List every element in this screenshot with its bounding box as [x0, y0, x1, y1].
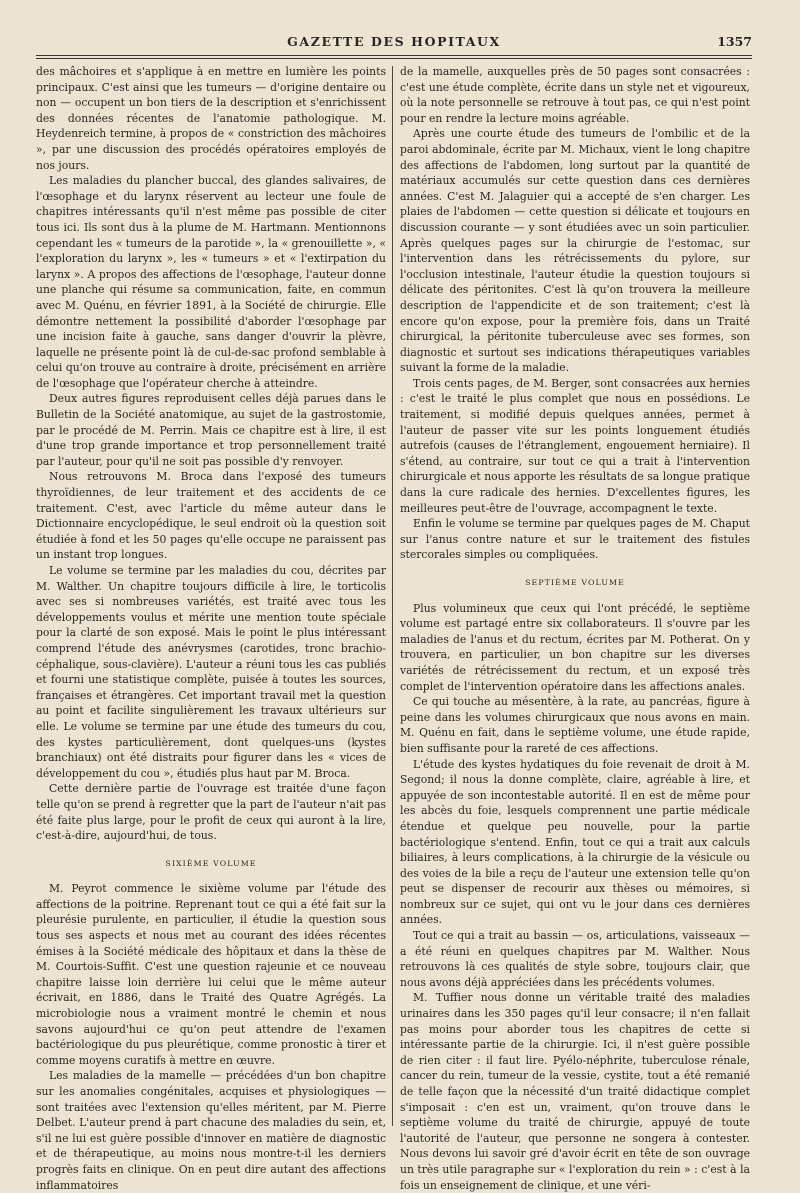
running-title: GAZETTE DES HOPITAUX [287, 34, 501, 49]
header-rule-bottom [36, 58, 752, 59]
left-column [36, 64, 386, 1192]
section-heading: SIXIÈME VOLUME [165, 858, 257, 868]
paragraph: L'étude des kystes hydatiques du foie revenait de droit à M. Segond; il nous la donne complète, claire, agréable à lire, et appuyée de son incontestable autorité. Il en est de même pour les abcès du foie, lesquels comprennent une partie médicale étendue et quelque peu nouvelle, pour la partie bactériologique s'entend. Enfin, tout ce qui a trait aux calculs biliaires, à leurs complications, à la chirurgie de la vésicule ou des voies de la bile a reçu de l'auteur une extension telle qu'on peut se dispenser de recourir aux thèses ou mémoires, si nombreux sur ce sujet, qui ont vu le jour dans ces dernières années. [400, 757, 750, 927]
paragraph: Les maladies de la mamelle — précédées d'un bon chapitre sur les anomalies congénitales, acquises et physiologiques — sont traitées avec l'extension qu'elles méritent, par M. Pierre Delbet. L'auteur prend à part chacune des maladies du sein, et, s'il ne lui est guère possible d'innover en matière de diagnostic et de thérapeutique, au moins nous montre-t-il les derniers progrès faits en clinique. On en peut dire autant des affections inflammatoires [36, 1069, 386, 1192]
header-rule-top [36, 55, 752, 56]
paragraph: Ce qui touche au mésentère, à la rate, au pancréas, figure à peine dans les volumes chirurgicaux que nous avons en main. M. Quénu en fait, dans le septième volume, une étude rapide, bien suffisante pour la rareté de ces affections. [400, 695, 750, 755]
paragraph: Nous retrouvons M. Broca dans l'exposé des tumeurs thyroïdiennes, de leur traitement et des accidents de ce traitement. C'est, avec l'article du même auteur dans le Dictionnaire encyclopédique, le seul endroit où la question soit étudiée à fond et les 50 pages qu'elle occupe ne paraissent pas un instant trop longues. [36, 470, 386, 562]
paragraph: Le volume se termine par les maladies du cou, décrites par M. Walther. Un chapitre toujours difficile à lire, le torticolis avec ses si nombreuses variétés, est traité avec tous les développements voulus et mérite une mention toute spéciale pour la clarté de son exposé. Mais le point le plus intéressant comprend l'étude des anévrysmes (carotides, tronc brachio-céphalique, sous-clavière). L'auteur a réuni tous les cas publiés et fourni une statistique complète, puisée à toutes les sources, françaises et étrangères. Cet important travail met la question au point et facilite singulièrement les travaux ultérieurs sur elle. Le volume se termine par une étude des tumeurs du cou, des kystes particulièrement, dont quelques-uns (kystes branchiaux) ont été distraits pour figurer dans les « vices de développement du cou », étudiés plus haut par M. Broca. [36, 564, 386, 780]
column-divider [392, 66, 393, 1126]
paragraph: Cette dernière partie de l'ouvrage est traitée d'une façon telle qu'on se prend à regretter que la part de l'auteur n'ait pas été faite plus large, pour le profit de ceux qui auront à la lire, c'est-à-dire, aujourd'hui, de tous. [36, 782, 386, 843]
paragraph: M. Peyrot commence le sixième volume par l'étude des affections de la poitrine. Reprenant tout ce qui a été fait sur la pleurésie purulente, en particulier, il étudie la question sous tous ses aspects et nous met au courant des idées récentes émises à la Société médicale des hôpitaux et dans la thèse de M. Courtois-Suffit. C'est une question rajeunie et ce nouveau chapitre laisse loin derrière lui celui que le même auteur écrivait, en 1886, dans le Traité des Quatre Agrégés. La microbiologie nous a vraiment montré le chemin et nous savons aujourd'hui ce qu'on peut attendre de l'examen bactériologique du pus pleurétique, comme pronostic à tirer et comme moyens curatifs à mettre en œuvre. [36, 882, 386, 1067]
paragraph: Tout ce qui a trait au bassin — os, articulations, vaisseaux — a été réuni en quelques chapitres par M. Walther. Nous retrouvons là ces qualités de style sobre, toujours clair, que nous avons déjà appréciées dans les précédents volumes. [400, 929, 750, 989]
page-number: 1357 [717, 34, 752, 49]
paragraph: M. Tuffier nous donne un véritable traité des maladies urinaires dans les 350 pages qu'il leur consacre; il n'en fallait pas moins pour aborder tous les chapitres de cette si intéressante partie de la chirurgie. Ici, il n'est guère possible de rien citer : il faut lire. Pyélo-néphrite, tuberculose rénale, cancer du rein, tumeur de la vessie, cystite, tout a été remanié de telle façon que la nécessité d'un traité didactique complet s'imposait : c'en est un, vraiment, qu'on trouve dans le septième volume du traité de chirurgie, appuyé de toute l'autorité de l'auteur, que personne ne songera à contester. Nous devons lui savoir gré d'avoir écrit en tête de son ouvrage un très utile paragraphe sur « l'exploration du rein » : c'est à la fois un enseignement de clinique, et une véri- [400, 991, 750, 1192]
paragraph: Deux autres figures reproduisent celles déjà parues dans le Bulletin de la Société anatomique, au sujet de la gastrostomie, par le procédé de M. Perrin. Mais ce chapitre est à lire, il est d'une trop grande importance et trop personnellement traité par l'auteur, pour qu'il ne soit pas possible d'y renvoyer. [36, 392, 386, 468]
paragraph: Trois cents pages, de M. Berger, sont consacrées aux hernies : c'est le traité le plus complet que nous en possédions. Le traitement, si modifié depuis quelques années, permet à l'auteur de passer vite sur les points longuement étudiés autrefois (causes de l'étranglement, engouement herniaire). Il s'étend, au contraire, sur tout ce qui a trait à l'intervention chirurgicale et nous apporte les résultats de sa longue pratique dans la cure radicale des hernies. D'excellentes figures, les meilleures peut-être de l'ouvrage, accompagnent le texte. [400, 376, 750, 515]
paragraph: de la mamelle, auxquelles près de 50 pages sont consacrées : c'est une étude complète, écrite dans un style net et vigoureux, où la note personnelle se retrouve à tout pas, ce qui n'est point pour en rendre la lecture moins agréable. [400, 65, 750, 125]
paragraph: Après une courte étude des tumeurs de l'ombilic et de la paroi abdominale, écrite par M. Michaux, vient le long chapitre des affections de l'abdomen, long surtout par la quantité de matériaux accumulés sur cette question dans ces dernières années. C'est M. Jalaguier qui a accepté de s'en charger. Les plaies de l'abdomen — cette question si délicate et toujours en discussion courante — y sont étudiées avec un soin particulier. Après quelques pages sur la chirurgie de l'estomac, sur l'intervention dans les rétrécissements du pylore, sur l'occlusion intestinale, l'auteur étudie la question toujours si délicate des péritonites. C'est là qu'on trouvera la meilleure description de l'appendicite et de son traitement; c'est là encore qu'on expose, pour la première fois, dans un Traité chirurgical, la péritonite tuberculeuse avec ses formes, son diagnostic et surtout ses indications thérapeutiques variables suivant la forme de la maladie. [400, 127, 750, 375]
paragraph: des mâchoires et s'applique à en mettre en lumière les points principaux. C'est ainsi que les tumeurs — d'origine dentaire ou non — occupent un bon tiers de la description et s'enrichissent des données récentes de l'anatomie pathologique. M. Heydenreich termine, à propos de « constriction des mâchoires », par une discussion des procédés opératoires employés de nos jours. [36, 65, 386, 172]
right-column [400, 64, 750, 1192]
paragraph: Plus volumineux que ceux qui l'ont précédé, le septième volume est partagé entre six collaborateurs. Il s'ouvre par les maladies de l'anus et du rectum, écrites par M. Potherat. On y trouvera, en particulier, un bon chapitre sur les diverses variétés de rétrécissement du rectum, et un exposé très complet de l'intervention opératoire dans les affections anales. [400, 601, 750, 693]
page-header [36, 34, 752, 56]
paragraph: Enfin le volume se termine par quelques pages de M. Chaput sur l'anus contre nature et sur le traitement des fistules stercorales simples ou compliquées. [400, 517, 750, 562]
paragraph: Les maladies du plancher buccal, des glandes salivaires, de l'œsophage et du larynx réservent au lecteur une foule de chapitres intéressants qu'il n'est même pas possible de citer tous ici. Ils sont dus à la plume de M. Hartmann. Mentionnons cependant les « tumeurs de la parotide », la « grenouillette », « l'exploration du larynx », les « tumeurs » et « l'extirpation du larynx ». A propos des affections de l'œsophage, l'auteur donne une planche qui résume sa communication, faite, en commun avec M. Quénu, en février 1891, à la Société de chirurgie. Elle démontre nettement la possibilité d'aborder l'œsophage par une incision faite à gauche, sans danger d'ouvrir la plèvre, laquelle ne présente point là de cul-de-sac profond semblable à celui qu'on trouve au contraire à droite, précisément en arrière de l'œsophage que l'opérateur cherche à atteindre. [36, 174, 386, 390]
section-heading: SEPTIÈME VOLUME [525, 578, 625, 587]
